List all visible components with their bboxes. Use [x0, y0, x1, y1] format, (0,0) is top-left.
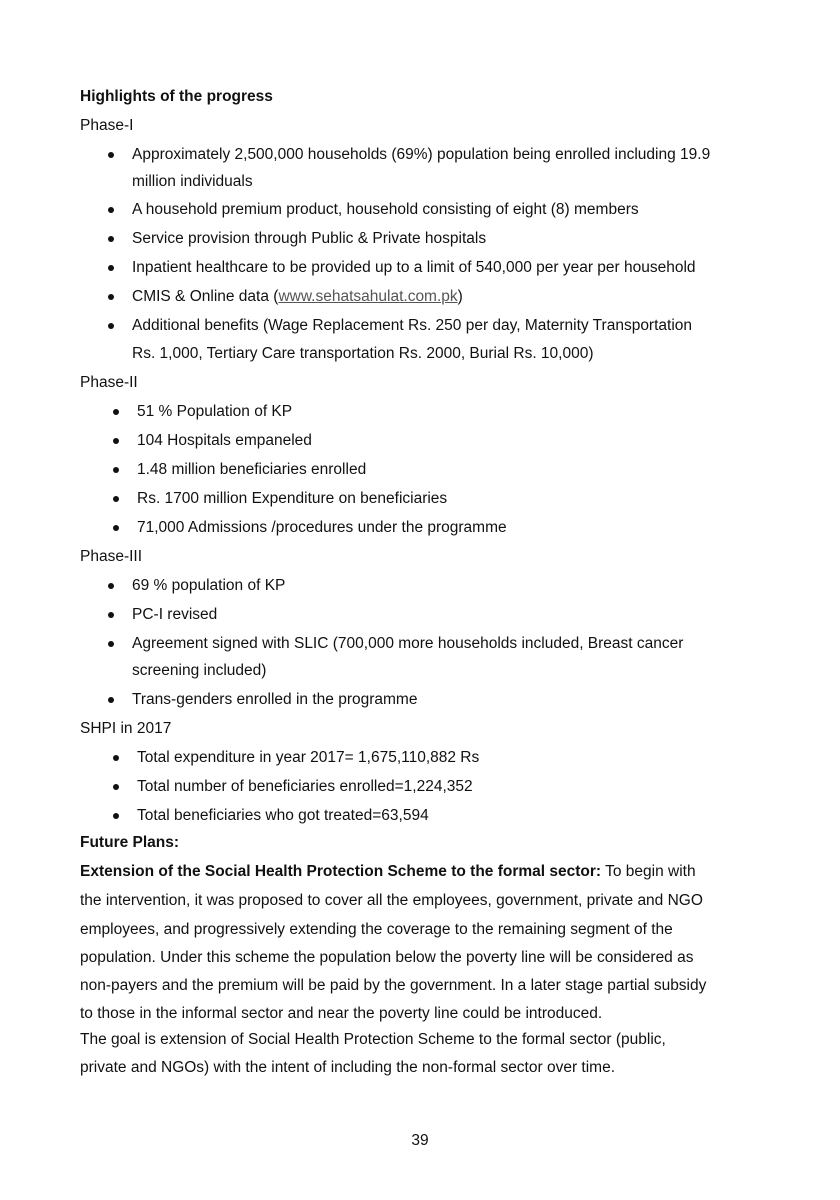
section-heading: Highlights of the progress	[80, 88, 273, 105]
list-item: Total beneficiaries who got treated=63,594	[137, 807, 429, 824]
phase-2-label: Phase-II	[80, 374, 138, 391]
paragraph-line: population. Under this scheme the population below the poverty line will be considered as	[80, 949, 694, 966]
bullet-icon	[113, 409, 119, 415]
bullet-icon	[113, 467, 119, 473]
list-item: Agreement signed with SLIC (700,000 more households included, Breast cancer	[132, 635, 684, 652]
list-item: Total number of beneficiaries enrolled=1,224,352	[137, 778, 473, 795]
list-item: A household premium product, household consisting of eight (8) members	[132, 201, 639, 218]
bullet-icon	[108, 697, 114, 703]
list-item: Inpatient healthcare to be provided up to a limit of 540,000 per year per household	[132, 259, 696, 276]
list-item-continuation: Rs. 1,000, Tertiary Care transportation Rs. 2000, Burial Rs. 10,000)	[132, 345, 594, 362]
bullet-icon	[113, 755, 119, 761]
paragraph-line: non-payers and the premium will be paid by the government. In a later stage partial subsidy	[80, 977, 707, 994]
list-item: Additional benefits (Wage Replacement Rs. 250 per day, Maternity Transportation	[132, 317, 693, 334]
list-item: 104 Hospitals empaneled	[137, 432, 312, 449]
bullet-icon	[113, 784, 119, 790]
paragraph-line: employees, and progressively extending the coverage to the remaining segment of the	[80, 921, 673, 938]
paragraph-lead: Extension of the Social Health Protection Scheme to the formal sector:	[80, 863, 602, 880]
list-item-continuation: screening included)	[132, 662, 267, 679]
list-item: 71,000 Admissions /procedures under the programme	[137, 519, 507, 536]
list-item	[132, 287, 463, 307]
phase-3-label: Phase-III	[80, 548, 143, 565]
cmis-text: CMIS & Online data (	[132, 288, 279, 305]
bullet-icon	[108, 207, 114, 213]
list-item: Total expenditure in year 2017= 1,675,110,882 Rs	[137, 749, 480, 766]
website-link[interactable]: www.sehatsahulat.com.pk	[278, 288, 458, 305]
list-item: 1.48 million beneficiaries enrolled	[137, 461, 367, 478]
page-number: 39	[411, 1132, 429, 1149]
bullet-icon	[108, 236, 114, 242]
list-item: PC-I revised	[132, 606, 218, 623]
bullet-icon	[113, 496, 119, 502]
bullet-icon	[108, 294, 114, 300]
paragraph-line	[80, 862, 696, 882]
list-item: Rs. 1700 million Expenditure on beneficiaries	[137, 490, 448, 507]
bullet-icon	[113, 438, 119, 444]
paragraph-line: to those in the informal sector and near the poverty line could be introduced.	[80, 1005, 603, 1022]
list-item-continuation: million individuals	[132, 173, 253, 190]
bullet-icon	[108, 265, 114, 271]
bullet-icon	[108, 641, 114, 647]
paragraph-line: private and NGOs) with the intent of including the non-formal sector over time.	[80, 1059, 615, 1076]
shpi-label: SHPI in 2017	[80, 720, 172, 737]
bullet-icon	[108, 583, 114, 589]
paragraph-text: To begin with	[601, 863, 696, 880]
list-item: Approximately 2,500,000 households (69%) population being enrolled including 19.9	[132, 146, 711, 163]
bullet-icon	[108, 323, 114, 329]
future-plans-heading: Future Plans:	[80, 834, 180, 851]
paragraph-line: The goal is extension of Social Health Protection Scheme to the formal sector (public,	[80, 1031, 666, 1048]
bullet-icon	[108, 152, 114, 158]
list-item: Service provision through Public & Private hospitals	[132, 230, 487, 247]
bullet-icon	[108, 612, 114, 618]
list-item: 51 % Population of KP	[137, 403, 293, 420]
paragraph-line: the intervention, it was proposed to cover all the employees, government, private and NGO	[80, 892, 703, 909]
list-item: 69 % population of KP	[132, 577, 286, 594]
cmis-text-end: )	[457, 288, 463, 305]
phase-1-label: Phase-I	[80, 117, 134, 134]
list-item: Trans-genders enrolled in the programme	[132, 691, 418, 708]
bullet-icon	[113, 525, 119, 531]
bullet-icon	[113, 813, 119, 819]
